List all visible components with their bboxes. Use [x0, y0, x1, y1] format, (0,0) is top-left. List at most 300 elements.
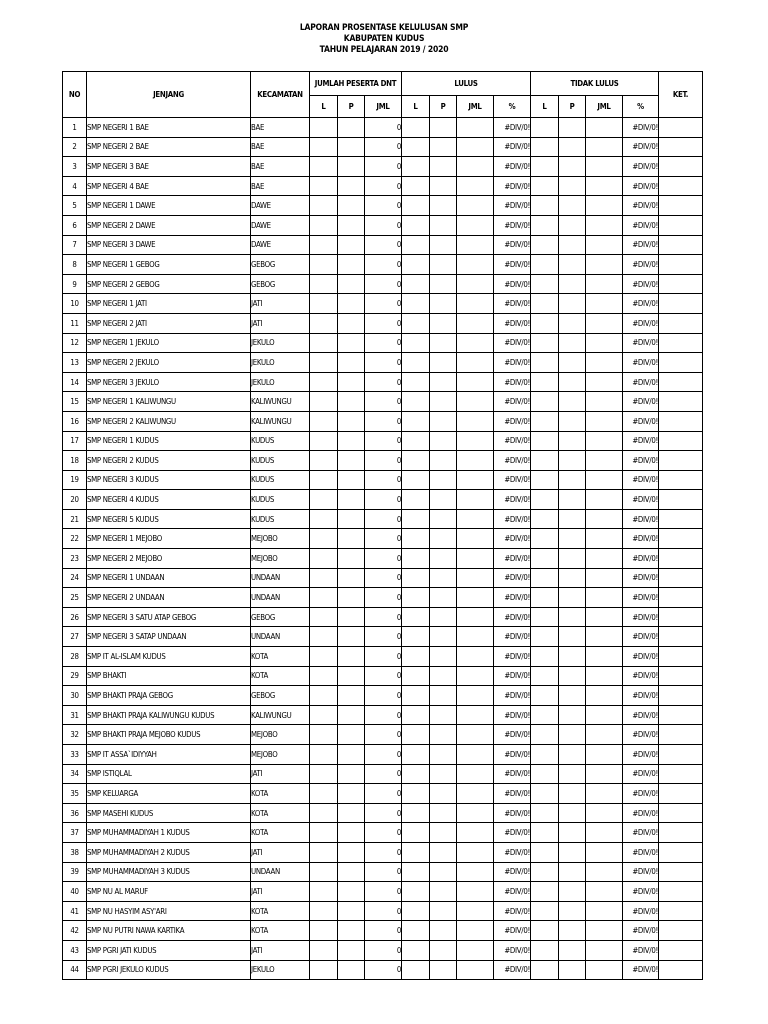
cell-jenjang: SMP NEGERI 3 SATAP UNDAAN: [87, 627, 251, 647]
cell-peserta-jml: 0: [365, 627, 402, 647]
cell-lulus-p: [430, 940, 457, 960]
cell-tidak-lulus-jml: [586, 568, 623, 588]
cell-peserta-l: [310, 784, 338, 804]
cell-no: 2: [63, 137, 87, 157]
cell-tidak-lulus-pct: #DIV/0!: [623, 137, 659, 157]
cell-ket: [659, 274, 703, 294]
cell-tidak-lulus-jml: [586, 862, 623, 882]
cell-peserta-l: [310, 490, 338, 510]
cell-ket: [659, 176, 703, 196]
cell-peserta-jml: 0: [365, 235, 402, 255]
cell-peserta-jml: 0: [365, 392, 402, 412]
cell-no: 31: [63, 705, 87, 725]
header-tidak-lulus: TIDAK LULUS: [531, 72, 659, 96]
cell-lulus-jml: [457, 823, 494, 843]
cell-tidak-lulus-jml: [586, 705, 623, 725]
cell-lulus-l: [402, 529, 430, 549]
cell-kecamatan: BAE: [251, 157, 310, 177]
cell-no: 38: [63, 842, 87, 862]
cell-lulus-l: [402, 803, 430, 823]
cell-peserta-jml: 0: [365, 686, 402, 706]
cell-tidak-lulus-jml: [586, 960, 623, 980]
cell-no: 9: [63, 274, 87, 294]
report-title: [0, 23, 768, 56]
cell-jenjang: SMP NEGERI 3 BAE: [87, 157, 251, 177]
cell-lulus-pct: #DIV/0!: [494, 940, 531, 960]
cell-jenjang: SMP NEGERI 1 MEJOBO: [87, 529, 251, 549]
cell-peserta-p: [338, 509, 365, 529]
cell-tidak-lulus-p: [559, 353, 586, 373]
cell-jenjang: SMP NEGERI 1 KALIWUNGU: [87, 392, 251, 412]
cell-tidak-lulus-p: [559, 549, 586, 569]
cell-tidak-lulus-jml: [586, 176, 623, 196]
cell-peserta-jml: 0: [365, 118, 402, 138]
cell-peserta-p: [338, 372, 365, 392]
table-row: [63, 255, 703, 275]
cell-peserta-l: [310, 745, 338, 765]
cell-tidak-lulus-l: [531, 451, 559, 471]
table-row: [63, 137, 703, 157]
cell-lulus-p: [430, 745, 457, 765]
cell-peserta-p: [338, 451, 365, 471]
table-row: [63, 372, 703, 392]
cell-tidak-lulus-pct: #DIV/0!: [623, 313, 659, 333]
cell-lulus-jml: [457, 901, 494, 921]
cell-ket: [659, 137, 703, 157]
cell-peserta-p: [338, 784, 365, 804]
cell-peserta-l: [310, 157, 338, 177]
header-tidak-lulus-pct: %: [623, 96, 659, 118]
cell-peserta-jml: 0: [365, 157, 402, 177]
cell-lulus-l: [402, 647, 430, 667]
cell-kecamatan: JATI: [251, 882, 310, 902]
cell-tidak-lulus-pct: #DIV/0!: [623, 274, 659, 294]
cell-lulus-jml: [457, 411, 494, 431]
table-row: [63, 313, 703, 333]
cell-lulus-p: [430, 549, 457, 569]
cell-tidak-lulus-p: [559, 392, 586, 412]
cell-tidak-lulus-jml: [586, 470, 623, 490]
cell-tidak-lulus-pct: #DIV/0!: [623, 725, 659, 745]
cell-tidak-lulus-l: [531, 431, 559, 451]
cell-tidak-lulus-p: [559, 274, 586, 294]
cell-tidak-lulus-pct: #DIV/0!: [623, 568, 659, 588]
cell-peserta-jml: 0: [365, 490, 402, 510]
header-no: NO: [63, 72, 87, 118]
cell-kecamatan: KOTA: [251, 823, 310, 843]
cell-peserta-p: [338, 294, 365, 314]
cell-peserta-l: [310, 725, 338, 745]
cell-lulus-pct: #DIV/0!: [494, 901, 531, 921]
cell-tidak-lulus-l: [531, 196, 559, 216]
cell-ket: [659, 627, 703, 647]
cell-lulus-p: [430, 118, 457, 138]
cell-lulus-p: [430, 862, 457, 882]
cell-lulus-jml: [457, 940, 494, 960]
cell-tidak-lulus-jml: [586, 157, 623, 177]
cell-ket: [659, 196, 703, 216]
cell-tidak-lulus-jml: [586, 353, 623, 373]
cell-lulus-l: [402, 470, 430, 490]
cell-lulus-jml: [457, 255, 494, 275]
cell-tidak-lulus-p: [559, 196, 586, 216]
cell-jenjang: SMP IT ASSA`IDIYYAH: [87, 745, 251, 765]
cell-peserta-p: [338, 842, 365, 862]
cell-lulus-p: [430, 372, 457, 392]
table-row: [63, 490, 703, 510]
cell-tidak-lulus-pct: #DIV/0!: [623, 803, 659, 823]
cell-jenjang: SMP NU PUTRI NAWA KARTIKA: [87, 921, 251, 941]
cell-no: 27: [63, 627, 87, 647]
cell-tidak-lulus-jml: [586, 764, 623, 784]
cell-tidak-lulus-pct: #DIV/0!: [623, 842, 659, 862]
cell-no: 14: [63, 372, 87, 392]
table-row: [63, 235, 703, 255]
cell-lulus-pct: #DIV/0!: [494, 529, 531, 549]
cell-lulus-p: [430, 157, 457, 177]
cell-tidak-lulus-jml: [586, 803, 623, 823]
cell-tidak-lulus-pct: #DIV/0!: [623, 255, 659, 275]
cell-lulus-l: [402, 118, 430, 138]
cell-tidak-lulus-pct: #DIV/0!: [623, 451, 659, 471]
cell-jenjang: SMP NEGERI 1 JEKULO: [87, 333, 251, 353]
cell-tidak-lulus-l: [531, 157, 559, 177]
cell-tidak-lulus-p: [559, 411, 586, 431]
cell-peserta-p: [338, 823, 365, 843]
cell-ket: [659, 901, 703, 921]
table-row: [63, 431, 703, 451]
cell-tidak-lulus-jml: [586, 118, 623, 138]
cell-lulus-l: [402, 666, 430, 686]
cell-kecamatan: KUDUS: [251, 451, 310, 471]
table-body: [63, 118, 703, 980]
cell-no: 17: [63, 431, 87, 451]
cell-peserta-jml: 0: [365, 666, 402, 686]
cell-lulus-pct: #DIV/0!: [494, 411, 531, 431]
cell-tidak-lulus-l: [531, 940, 559, 960]
cell-lulus-jml: [457, 686, 494, 706]
cell-kecamatan: JATI: [251, 842, 310, 862]
cell-lulus-pct: #DIV/0!: [494, 764, 531, 784]
cell-lulus-l: [402, 784, 430, 804]
cell-kecamatan: KUDUS: [251, 470, 310, 490]
table-row: [63, 921, 703, 941]
cell-kecamatan: BAE: [251, 176, 310, 196]
cell-tidak-lulus-pct: #DIV/0!: [623, 411, 659, 431]
cell-jenjang: SMP NEGERI 1 KUDUS: [87, 431, 251, 451]
cell-lulus-p: [430, 235, 457, 255]
cell-peserta-l: [310, 823, 338, 843]
cell-kecamatan: GEBOG: [251, 607, 310, 627]
cell-tidak-lulus-pct: #DIV/0!: [623, 823, 659, 843]
cell-jenjang: SMP NEGERI 2 JATI: [87, 313, 251, 333]
table-row: [63, 607, 703, 627]
cell-peserta-p: [338, 333, 365, 353]
cell-no: 44: [63, 960, 87, 980]
cell-peserta-jml: 0: [365, 960, 402, 980]
table-row: [63, 764, 703, 784]
cell-peserta-jml: 0: [365, 549, 402, 569]
cell-peserta-p: [338, 529, 365, 549]
cell-tidak-lulus-p: [559, 470, 586, 490]
cell-lulus-jml: [457, 333, 494, 353]
cell-kecamatan: JATI: [251, 313, 310, 333]
cell-lulus-pct: #DIV/0!: [494, 862, 531, 882]
cell-peserta-jml: 0: [365, 411, 402, 431]
cell-tidak-lulus-jml: [586, 823, 623, 843]
cell-lulus-l: [402, 705, 430, 725]
cell-kecamatan: KOTA: [251, 647, 310, 667]
cell-lulus-jml: [457, 470, 494, 490]
cell-lulus-pct: #DIV/0!: [494, 921, 531, 941]
cell-peserta-p: [338, 235, 365, 255]
cell-lulus-jml: [457, 607, 494, 627]
cell-lulus-p: [430, 294, 457, 314]
table-row: [63, 215, 703, 235]
cell-lulus-l: [402, 255, 430, 275]
cell-peserta-jml: 0: [365, 882, 402, 902]
table-row: [63, 294, 703, 314]
cell-peserta-l: [310, 607, 338, 627]
cell-lulus-l: [402, 568, 430, 588]
cell-lulus-pct: #DIV/0!: [494, 196, 531, 216]
cell-jenjang: SMP KELUARGA: [87, 784, 251, 804]
cell-tidak-lulus-p: [559, 568, 586, 588]
cell-peserta-p: [338, 725, 365, 745]
cell-ket: [659, 745, 703, 765]
cell-peserta-l: [310, 274, 338, 294]
table-row: [63, 803, 703, 823]
cell-lulus-l: [402, 392, 430, 412]
cell-tidak-lulus-pct: #DIV/0!: [623, 118, 659, 138]
cell-lulus-p: [430, 627, 457, 647]
cell-peserta-jml: 0: [365, 607, 402, 627]
cell-no: 3: [63, 157, 87, 177]
cell-kecamatan: JATI: [251, 764, 310, 784]
cell-lulus-pct: #DIV/0!: [494, 176, 531, 196]
cell-tidak-lulus-l: [531, 549, 559, 569]
cell-tidak-lulus-pct: #DIV/0!: [623, 607, 659, 627]
cell-lulus-l: [402, 215, 430, 235]
cell-ket: [659, 823, 703, 843]
cell-tidak-lulus-pct: #DIV/0!: [623, 470, 659, 490]
cell-peserta-l: [310, 313, 338, 333]
cell-peserta-l: [310, 215, 338, 235]
cell-jenjang: SMP MASEHI KUDUS: [87, 803, 251, 823]
cell-lulus-jml: [457, 529, 494, 549]
cell-tidak-lulus-p: [559, 921, 586, 941]
cell-tidak-lulus-l: [531, 647, 559, 667]
cell-tidak-lulus-jml: [586, 882, 623, 902]
cell-tidak-lulus-l: [531, 274, 559, 294]
cell-lulus-pct: #DIV/0!: [494, 313, 531, 333]
cell-no: 34: [63, 764, 87, 784]
cell-no: 20: [63, 490, 87, 510]
cell-kecamatan: JATI: [251, 940, 310, 960]
cell-kecamatan: JEKULO: [251, 353, 310, 373]
cell-jenjang: SMP BHAKTI PRAJA KALIWUNGU KUDUS: [87, 705, 251, 725]
cell-jenjang: SMP ISTIQLAL: [87, 764, 251, 784]
cell-tidak-lulus-l: [531, 470, 559, 490]
cell-lulus-jml: [457, 745, 494, 765]
cell-jenjang: SMP NEGERI 1 BAE: [87, 118, 251, 138]
cell-peserta-jml: 0: [365, 353, 402, 373]
table-row: [63, 784, 703, 804]
cell-no: 5: [63, 196, 87, 216]
header-lulus: LULUS: [402, 72, 531, 96]
cell-no: 1: [63, 118, 87, 138]
cell-tidak-lulus-jml: [586, 372, 623, 392]
cell-tidak-lulus-pct: #DIV/0!: [623, 235, 659, 255]
cell-lulus-pct: #DIV/0!: [494, 392, 531, 412]
table-row: [63, 196, 703, 216]
cell-no: 26: [63, 607, 87, 627]
cell-peserta-jml: 0: [365, 862, 402, 882]
cell-lulus-l: [402, 960, 430, 980]
table-row: [63, 940, 703, 960]
cell-lulus-l: [402, 353, 430, 373]
cell-ket: [659, 842, 703, 862]
cell-lulus-pct: #DIV/0!: [494, 215, 531, 235]
cell-tidak-lulus-jml: [586, 274, 623, 294]
cell-peserta-p: [338, 215, 365, 235]
cell-lulus-l: [402, 333, 430, 353]
cell-kecamatan: KUDUS: [251, 431, 310, 451]
cell-jenjang: SMP NEGERI 2 GEBOG: [87, 274, 251, 294]
table-row: [63, 509, 703, 529]
cell-peserta-jml: 0: [365, 901, 402, 921]
cell-tidak-lulus-p: [559, 490, 586, 510]
cell-tidak-lulus-l: [531, 803, 559, 823]
cell-jenjang: SMP NEGERI 3 DAWE: [87, 235, 251, 255]
cell-tidak-lulus-p: [559, 607, 586, 627]
cell-peserta-jml: 0: [365, 921, 402, 941]
cell-kecamatan: KUDUS: [251, 490, 310, 510]
cell-lulus-jml: [457, 294, 494, 314]
cell-lulus-pct: #DIV/0!: [494, 842, 531, 862]
cell-peserta-p: [338, 157, 365, 177]
cell-lulus-p: [430, 725, 457, 745]
cell-tidak-lulus-p: [559, 137, 586, 157]
cell-tidak-lulus-pct: #DIV/0!: [623, 549, 659, 569]
cell-lulus-jml: [457, 490, 494, 510]
cell-peserta-l: [310, 549, 338, 569]
cell-tidak-lulus-jml: [586, 745, 623, 765]
cell-kecamatan: DAWE: [251, 235, 310, 255]
cell-no: 6: [63, 215, 87, 235]
cell-tidak-lulus-p: [559, 764, 586, 784]
cell-peserta-l: [310, 666, 338, 686]
cell-lulus-pct: #DIV/0!: [494, 784, 531, 804]
cell-tidak-lulus-jml: [586, 529, 623, 549]
cell-no: 11: [63, 313, 87, 333]
cell-lulus-p: [430, 784, 457, 804]
cell-peserta-p: [338, 940, 365, 960]
cell-peserta-p: [338, 862, 365, 882]
cell-tidak-lulus-jml: [586, 921, 623, 941]
cell-lulus-p: [430, 647, 457, 667]
cell-lulus-p: [430, 313, 457, 333]
cell-tidak-lulus-pct: #DIV/0!: [623, 157, 659, 177]
cell-peserta-l: [310, 392, 338, 412]
table-row: [63, 118, 703, 138]
cell-lulus-l: [402, 235, 430, 255]
cell-tidak-lulus-l: [531, 823, 559, 843]
cell-tidak-lulus-jml: [586, 627, 623, 647]
cell-tidak-lulus-l: [531, 921, 559, 941]
cell-ket: [659, 451, 703, 471]
cell-peserta-l: [310, 509, 338, 529]
cell-no: 22: [63, 529, 87, 549]
cell-jenjang: SMP NEGERI 3 SATU ATAP GEBOG: [87, 607, 251, 627]
cell-tidak-lulus-jml: [586, 451, 623, 471]
cell-peserta-jml: 0: [365, 529, 402, 549]
cell-tidak-lulus-l: [531, 901, 559, 921]
table-row: [63, 686, 703, 706]
cell-kecamatan: KOTA: [251, 784, 310, 804]
cell-lulus-jml: [457, 372, 494, 392]
cell-kecamatan: UNDAAN: [251, 862, 310, 882]
cell-lulus-p: [430, 353, 457, 373]
cell-lulus-jml: [457, 137, 494, 157]
cell-lulus-l: [402, 490, 430, 510]
cell-tidak-lulus-jml: [586, 411, 623, 431]
cell-lulus-jml: [457, 118, 494, 138]
cell-lulus-l: [402, 588, 430, 608]
cell-no: 43: [63, 940, 87, 960]
cell-no: 41: [63, 901, 87, 921]
cell-tidak-lulus-pct: #DIV/0!: [623, 705, 659, 725]
cell-tidak-lulus-pct: #DIV/0!: [623, 588, 659, 608]
graduation-table: [62, 71, 703, 980]
cell-tidak-lulus-l: [531, 411, 559, 431]
cell-ket: [659, 333, 703, 353]
cell-lulus-pct: #DIV/0!: [494, 294, 531, 314]
header-peserta-l: L: [310, 96, 338, 118]
cell-peserta-p: [338, 196, 365, 216]
cell-tidak-lulus-pct: #DIV/0!: [623, 901, 659, 921]
cell-jenjang: SMP NEGERI 2 MEJOBO: [87, 549, 251, 569]
cell-ket: [659, 647, 703, 667]
cell-tidak-lulus-l: [531, 255, 559, 275]
cell-tidak-lulus-l: [531, 588, 559, 608]
cell-lulus-jml: [457, 960, 494, 980]
cell-peserta-jml: 0: [365, 647, 402, 667]
cell-lulus-pct: #DIV/0!: [494, 157, 531, 177]
cell-ket: [659, 294, 703, 314]
cell-peserta-l: [310, 862, 338, 882]
cell-jenjang: SMP NEGERI 1 UNDAAN: [87, 568, 251, 588]
cell-tidak-lulus-p: [559, 745, 586, 765]
cell-tidak-lulus-l: [531, 313, 559, 333]
cell-lulus-jml: [457, 392, 494, 412]
cell-lulus-l: [402, 882, 430, 902]
cell-lulus-l: [402, 451, 430, 471]
cell-jenjang: SMP BHAKTI PRAJA MEJOBO KUDUS: [87, 725, 251, 745]
cell-tidak-lulus-pct: #DIV/0!: [623, 215, 659, 235]
cell-lulus-pct: #DIV/0!: [494, 549, 531, 569]
cell-peserta-p: [338, 745, 365, 765]
cell-lulus-jml: [457, 764, 494, 784]
cell-peserta-p: [338, 274, 365, 294]
cell-lulus-pct: #DIV/0!: [494, 745, 531, 765]
cell-jenjang: SMP NEGERI 2 DAWE: [87, 215, 251, 235]
cell-lulus-pct: #DIV/0!: [494, 607, 531, 627]
cell-peserta-l: [310, 235, 338, 255]
cell-tidak-lulus-l: [531, 294, 559, 314]
cell-tidak-lulus-jml: [586, 647, 623, 667]
cell-peserta-p: [338, 803, 365, 823]
